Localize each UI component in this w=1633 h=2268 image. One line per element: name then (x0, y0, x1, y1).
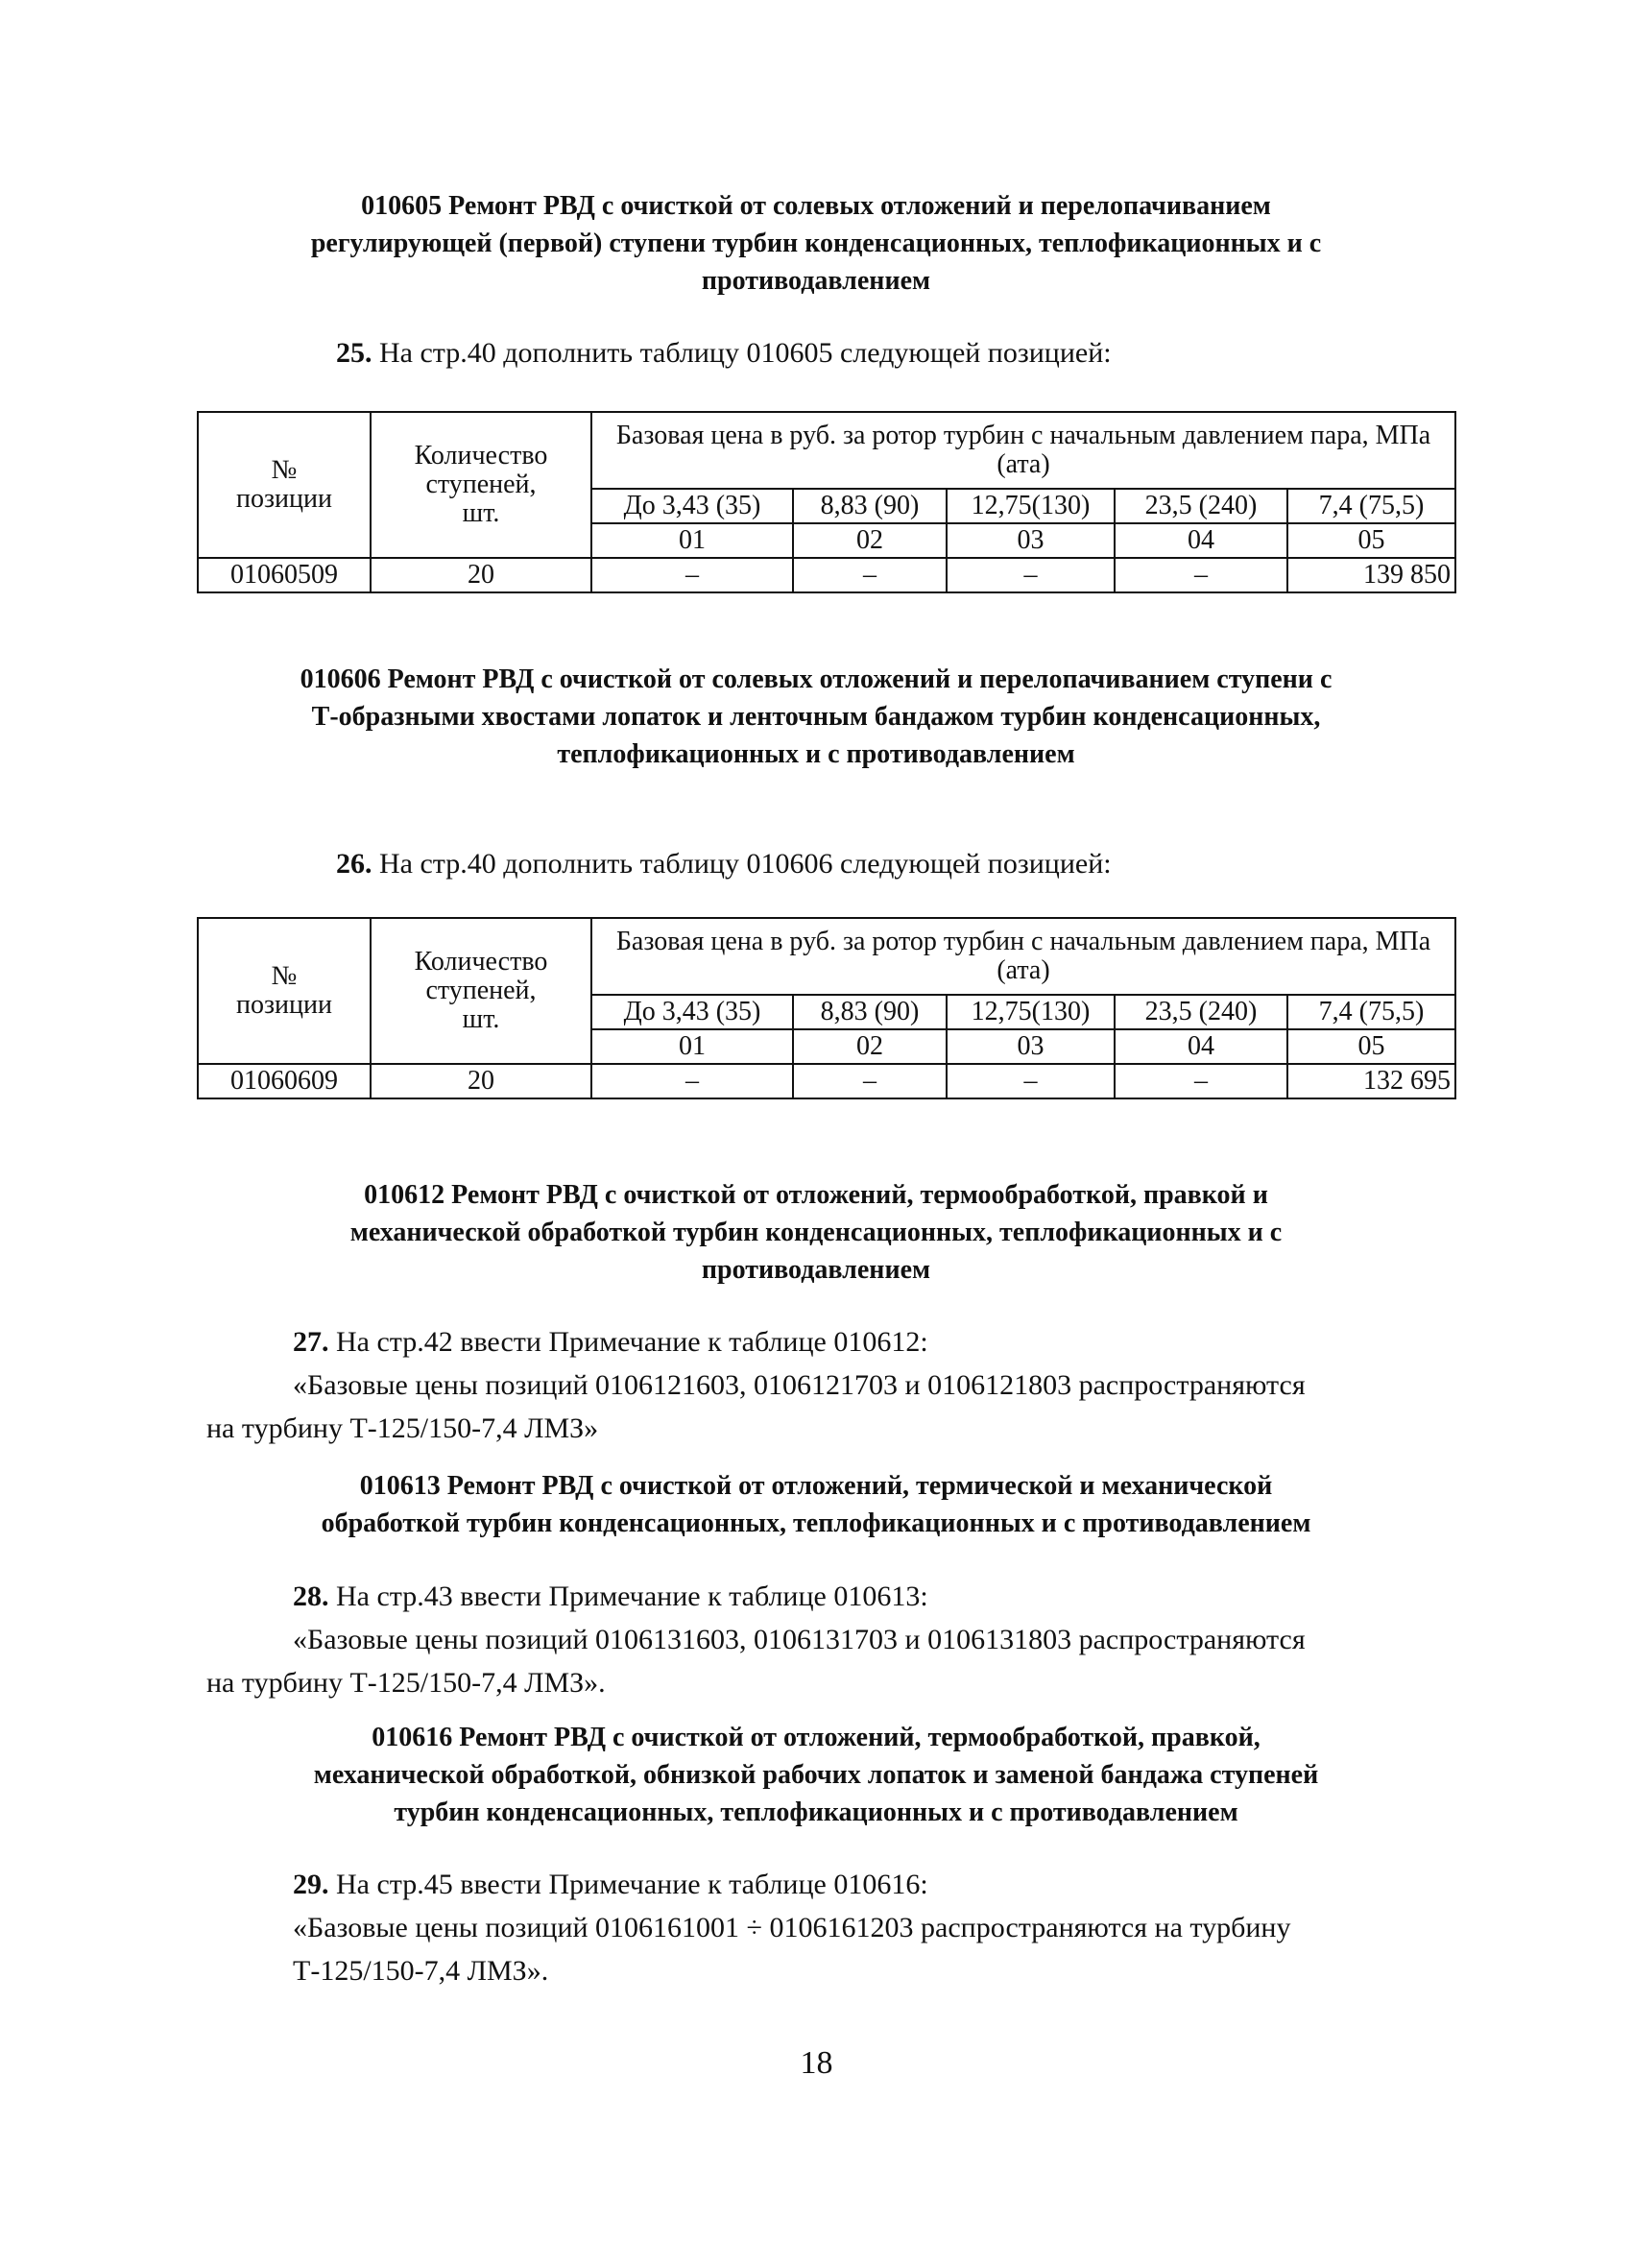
code-cell: 04 (1115, 1029, 1287, 1064)
heading-line: турбин конденсационных, теплофикационных и с противодавлением (394, 1798, 1238, 1827)
item-text: На стр.42 ввести Примечание к таблице 010612: (336, 1326, 928, 1358)
code-cell: 02 (793, 1029, 947, 1064)
heading-line: 010612 Ремонт РВД с очисткой от отложений, термообработкой, правкой и (364, 1180, 1268, 1210)
table-row (198, 558, 1455, 592)
header-base-price: Базовая цена в руб. за ротор турбин с начальным давлением пара, МПа (ата) (591, 918, 1455, 995)
header-position: № позиции (198, 412, 371, 558)
header-steps: Количество ступеней, шт. (371, 412, 591, 558)
code-cell: 05 (1287, 523, 1455, 558)
pressure-cell: До 3,43 (35) (591, 995, 793, 1029)
price-cell: – (591, 558, 793, 592)
heading-line: 010605 Ремонт РВД с очисткой от солевых отложений и перелопачиванием (361, 191, 1271, 221)
heading-line: механической обработкой, обнизкой рабочих лопаток и заменой бандажа ступеней (313, 1760, 1319, 1790)
pressure-cell: 12,75(130) (947, 489, 1115, 523)
price-cell: – (947, 1064, 1115, 1098)
header-base-price: Базовая цена в руб. за ротор турбин с начальным давлением пара, МПа (ата) (591, 412, 1455, 489)
note-line: на турбину Т-125/150-7,4 ЛМЗ» (206, 1412, 599, 1444)
steps-cell: 20 (371, 558, 591, 592)
item-29 (293, 1863, 1290, 1992)
pressure-cell: До 3,43 (35) (591, 489, 793, 523)
note-line: «Базовые цены позиций 0106121603, 0106121703 и 0106121803 распространяются (293, 1369, 1306, 1401)
section-heading-010612 (173, 1176, 1459, 1289)
pressure-cell: 8,83 (90) (793, 995, 947, 1029)
code-cell: 02 (793, 523, 947, 558)
item-number: 27. (293, 1326, 329, 1358)
code-cell: 03 (947, 523, 1115, 558)
heading-line: противодавлением (701, 1255, 931, 1285)
price-cell: – (591, 1064, 793, 1098)
price-cell: – (1115, 1064, 1287, 1098)
price-cell: 139 850 (1287, 558, 1455, 592)
note-line: на турбину Т-125/150-7,4 ЛМЗ». (206, 1667, 606, 1699)
item-number: 29. (293, 1869, 329, 1900)
price-cell: – (793, 558, 947, 592)
item-text: На стр.43 ввести Примечание к таблице 010613: (336, 1580, 928, 1612)
item-text: На стр.40 дополнить таблицу 010606 следующей позицией: (379, 848, 1112, 880)
pressure-cell: 12,75(130) (947, 995, 1115, 1029)
table-row (198, 1064, 1455, 1098)
heading-line: Т-образными хвостами лопаток и ленточным бандажом турбин конденсационных, (311, 702, 1321, 732)
table-010606 (197, 917, 1456, 1099)
pressure-cell: 23,5 (240) (1115, 489, 1287, 523)
note-line: «Базовые цены позиций 0106131603, 0106131703 и 0106131803 распространяются (293, 1624, 1306, 1655)
header-position: № позиции (198, 918, 371, 1064)
code-cell: 01 (591, 1029, 793, 1064)
heading-line: 010613 Ремонт РВД с очисткой от отложений, термической и механической (359, 1471, 1273, 1501)
heading-line: обработкой турбин конденсационных, теплофикационных и с противодавлением (321, 1508, 1311, 1538)
price-cell: – (793, 1064, 947, 1098)
table-010605 (197, 411, 1456, 593)
heading-line: 010616 Ремонт РВД с очисткой от отложений, термообработкой, правкой, (372, 1723, 1261, 1752)
code-cell: 05 (1287, 1029, 1455, 1064)
code-cell: 03 (947, 1029, 1115, 1064)
heading-line: регулирующей (первой) ступени турбин конденсационных, теплофикационных и с (310, 229, 1322, 258)
pressure-cell: 7,4 (75,5) (1287, 995, 1455, 1029)
item-27 (206, 1320, 1306, 1450)
section-heading-010613 (173, 1467, 1459, 1542)
code-cell: 04 (1115, 523, 1287, 558)
pressure-cell: 23,5 (240) (1115, 995, 1287, 1029)
price-cell: – (1115, 558, 1287, 592)
item-28 (206, 1575, 1306, 1704)
section-heading-010606 (173, 661, 1459, 773)
item-25 (336, 331, 1112, 374)
header-steps: Количество ступеней, шт. (371, 918, 591, 1064)
item-text: На стр.45 ввести Примечание к таблице 010616: (336, 1869, 928, 1900)
page-number: 18 (800, 2045, 833, 2081)
item-text: На стр.40 дополнить таблицу 010605 следующей позицией: (379, 337, 1112, 369)
steps-cell: 20 (371, 1064, 591, 1098)
price-cell: 132 695 (1287, 1064, 1455, 1098)
item-26 (336, 842, 1112, 885)
pressure-cell: 7,4 (75,5) (1287, 489, 1455, 523)
code-cell: 01 (591, 523, 793, 558)
item-number: 25. (336, 337, 372, 369)
heading-line: противодавлением (701, 266, 931, 296)
section-heading-010605 (173, 187, 1459, 300)
price-cell: – (947, 558, 1115, 592)
heading-line: механической обработкой турбин конденсационных, теплофикационных и с (349, 1218, 1283, 1247)
item-number: 28. (293, 1580, 329, 1612)
position-cell: 01060609 (198, 1064, 371, 1098)
item-number: 26. (336, 848, 372, 880)
note-line: «Базовые цены позиций 0106161001 ÷ 0106161203 распространяются на турбину (293, 1912, 1291, 1943)
position-cell: 01060509 (198, 558, 371, 592)
section-heading-010616 (173, 1719, 1459, 1831)
heading-line: теплофикационных и с противодавлением (557, 739, 1075, 769)
note-line: Т-125/150-7,4 ЛМЗ». (293, 1955, 549, 1987)
heading-line: 010606 Ремонт РВД с очисткой от солевых отложений и перелопачиванием ступени с (300, 664, 1333, 694)
pressure-cell: 8,83 (90) (793, 489, 947, 523)
